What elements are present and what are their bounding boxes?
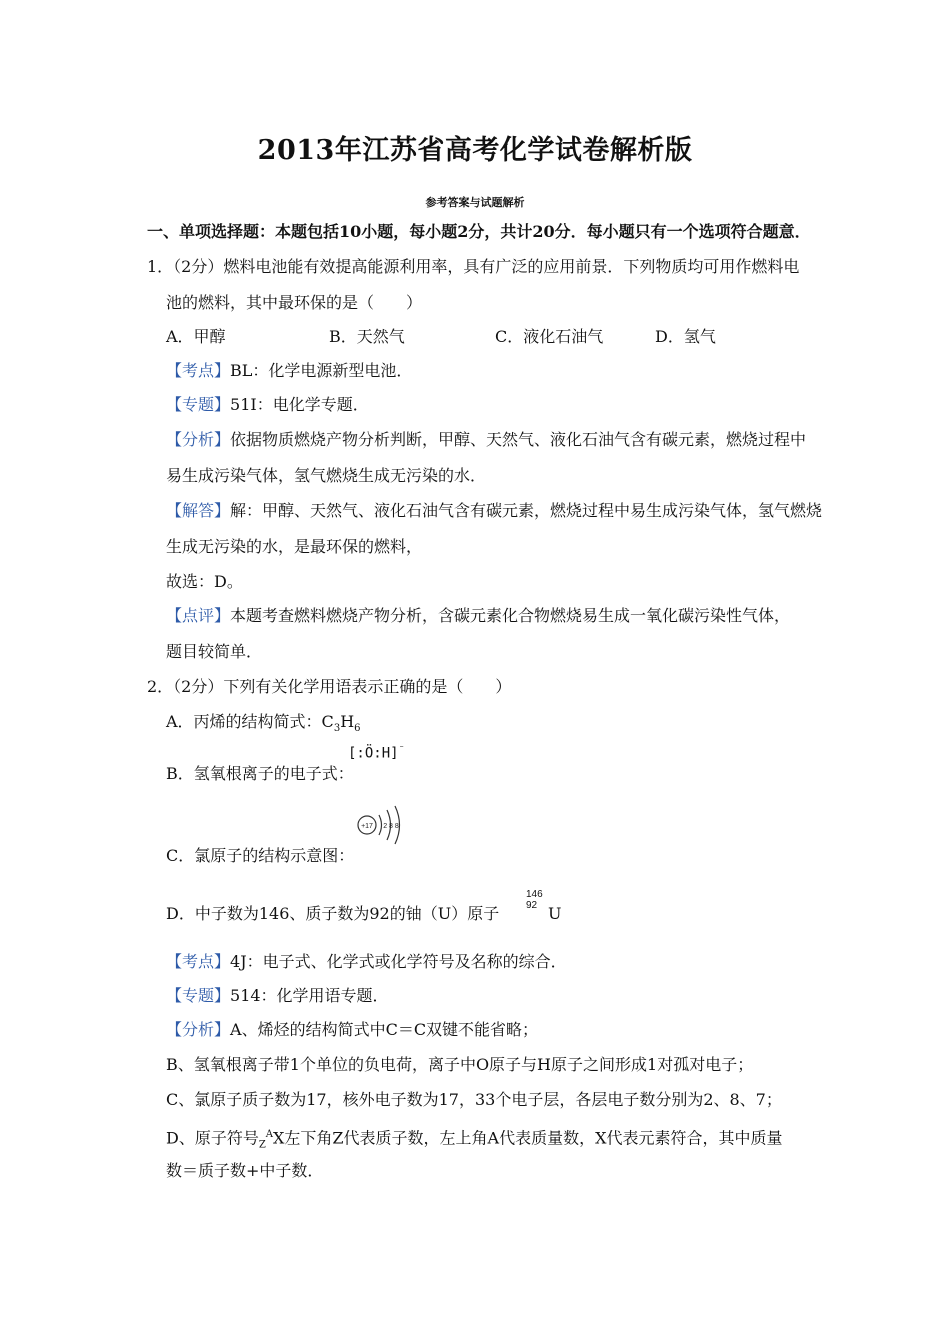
q2-fenxi-line4-a: D、原子符号 <box>166 1128 259 1148</box>
q2-option-c-text: C．氯原子的结构示意图： <box>166 846 355 865</box>
hydroxide-charge: ⁻ <box>398 744 405 755</box>
q1-jieda-line3: 故选：D。 <box>166 572 243 591</box>
q2-option-a-text: A．丙烯的结构简式：C <box>166 712 334 731</box>
q1-zhuanti-text: 51I：电化学专题． <box>230 395 369 414</box>
q2-fenxi-line3: C、氯原子质子数为17，核外电子数为17，33个电子层，各层电子数分别为2、8、7； <box>166 1090 782 1109</box>
q2-option-b-text: B．氢氧根离子的电子式： <box>166 764 354 783</box>
page-subtitle: 参考答案与试题解析 <box>425 196 525 209</box>
shell-electron-counts: 2 8 8 <box>383 823 399 830</box>
q1-option-c: C．液化石油气 <box>495 327 604 346</box>
q2-kaodian <box>166 952 567 972</box>
q1-stem-line2: 池的燃料，其中最环保的是（ ） <box>166 293 423 312</box>
q2-option-a-sub2: 6 <box>354 723 361 735</box>
q1-zhuanti-tag: 【专题】 <box>166 395 231 414</box>
hydroxide-formula-body: [:Ö:H] <box>348 745 399 762</box>
q2-stem: 2．（2分）下列有关化学用语表示正确的是（ ） <box>147 677 512 696</box>
q2-fenxi-text1: A、烯烃的结构简式中C＝C双键不能省略； <box>230 1020 539 1039</box>
q2-kaodian-tag: 【考点】 <box>166 952 231 971</box>
q2-kaodian-text: 4J：电子式、化学式或化学符号及名称的综合． <box>230 952 567 971</box>
q1-kaodian-text: BL：化学电源新型电池． <box>230 361 413 380</box>
q2-zhuanti-text: 514：化学用语专题． <box>230 986 389 1005</box>
q1-dianping-text1: 本题考查燃料燃烧产物分析，含碳元素化合物燃烧易生成一氧化碳污染性气体， <box>230 606 791 625</box>
q1-fenxi-line2: 易生成污染气体，氢气燃烧生成无污染的水． <box>166 466 487 485</box>
hydroxide-electron-formula <box>348 744 405 762</box>
q2-option-d-text: D．中子数为146、质子数为92的铀（U）原子 <box>166 904 500 923</box>
q2-fenxi-line4-sup: A <box>265 1129 274 1140</box>
q2-fenxi-line2: B、氢氧根离子带1个单位的负电荷，离子中O原子与H原子之间形成1对孤对电子； <box>166 1055 754 1074</box>
q1-fenxi-text1: 依据物质燃烧产物分析判断，甲醇、天然气、液化石油气含有碳元素，燃烧过程中 <box>230 430 807 449</box>
q1-option-d: D．氢气 <box>655 327 716 346</box>
q1-option-b: B．天然气 <box>329 327 405 346</box>
shell-arc-1 <box>379 815 382 835</box>
q1-jieda-tag: 【解答】 <box>166 501 231 520</box>
q2-fenxi-line4-sub: Z <box>258 1139 266 1151</box>
uranium-atomic-number: 92 <box>526 900 538 911</box>
q2-option-a-sub1: 3 <box>333 723 341 735</box>
uranium-nuclide-numbers <box>526 890 543 911</box>
q1-option-a: A．甲醇 <box>166 327 226 346</box>
chlorine-atom-diagram-icon <box>355 803 411 849</box>
page-title: 2013年江苏省高考化学试卷解析版 <box>257 135 693 166</box>
q2-fenxi-line1 <box>166 1020 538 1040</box>
q2-fenxi-line4 <box>166 1125 783 1156</box>
q2-fenxi-line4-b: X左下角Z代表质子数，左上角A代表质量数，X代表元素符合，其中质量 <box>273 1128 783 1148</box>
q1-fenxi-tag: 【分析】 <box>166 430 231 449</box>
section-header: 一、单项选择题：本题包括10小题，每小题2分，共计20分．每小题只有一个选项符合题意． <box>147 222 811 241</box>
q1-kaodian <box>166 361 412 381</box>
q1-jieda-text1: 解：甲醇、天然气、液化石油气含有碳元素，燃烧过程中易生成污染气体，氢气燃烧 <box>230 501 823 520</box>
q1-dianping-line1 <box>166 606 790 626</box>
q1-fenxi-line1 <box>166 430 806 450</box>
q2-fenxi-tag: 【分析】 <box>166 1020 231 1039</box>
uranium-symbol: U <box>548 904 562 923</box>
q1-stem-line1: 1．（2分）燃料电池能有效提高能源利用率，具有广泛的应用前景．下列物质均可用作燃料电 <box>147 257 800 276</box>
q2-option-a <box>166 712 361 739</box>
q2-zhuanti <box>166 986 389 1006</box>
q1-zhuanti <box>166 395 369 415</box>
q2-zhuanti-tag: 【专题】 <box>166 986 231 1005</box>
q1-kaodian-tag: 【考点】 <box>166 361 231 380</box>
nucleus-charge: +17 <box>361 823 373 830</box>
uranium-mass-number: 146 <box>526 889 543 900</box>
q1-jieda-line2: 生成无污染的水，是最环保的燃料， <box>166 537 423 556</box>
q2-option-a-mid: H <box>340 712 355 731</box>
q1-dianping-tag: 【点评】 <box>166 606 231 625</box>
q2-fenxi-line5: 数＝质子数+中子数． <box>166 1161 324 1180</box>
q1-dianping-line2: 题目较简单． <box>166 642 263 661</box>
q1-jieda-line1 <box>166 501 822 521</box>
